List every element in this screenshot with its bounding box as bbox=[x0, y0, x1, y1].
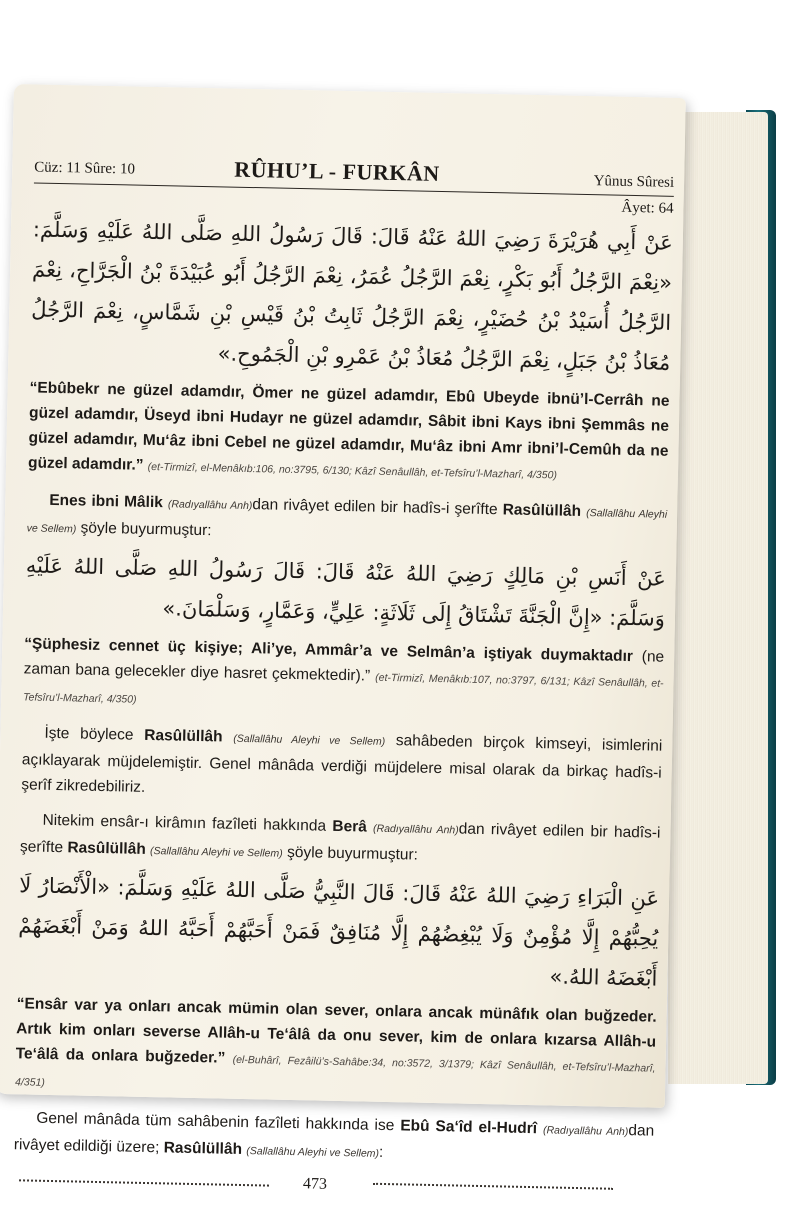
footer-dotted-rule-right bbox=[373, 1183, 613, 1190]
prophet-name: Rasûlüllâh bbox=[144, 726, 223, 746]
arabic-hadith-3: عَنِ الْبَرَاءِ رَضِيَ اللهُ عَنْهُ قَالَ: قَالَ النَّبِيُّ صَلَّى اللهُ عَلَيْهِ وَسَلَّمَ: «الْأَنْصَارُ لَا يُحِبُّهُمْ إِلَّا مُؤْمِنٌ وَلَا يُبْغِضُهُمْ إِلَّا مُنَافِقٌ فَمَنْ أَحَبَّهُمْ أَحَبَّهُ اللهُ وَمَنْ أَبْغَضَهُمْ أَبْغَضَهُ اللهُ.» bbox=[18, 873, 660, 991]
paragraph-text: şöyle buyurmuştur: bbox=[80, 519, 212, 540]
narrator-name: Ebû Sa‘îd el-Hudrî bbox=[400, 1117, 538, 1138]
honorific: (Sallallâhu Aleyhi ve Sellem) bbox=[149, 845, 283, 860]
honorific: (Radıyallâhu Anh) bbox=[542, 1124, 629, 1139]
prophet-name: Rasûlüllâh bbox=[67, 839, 146, 858]
paragraph-4 bbox=[13, 1105, 654, 1172]
paragraph-text: sahâbeden birçok kimseyi, isimlerini açıklayarak müjdelemiştir. Genel mânâda verdiği müjdelere misal olarak da birkaç hadîs-i şerîf zikredebiliriz. bbox=[21, 732, 663, 796]
header-ayet: Âyet: 64 bbox=[621, 199, 674, 217]
paragraph-3 bbox=[20, 807, 661, 874]
paragraph-text: dan rivâyet edildiği üzere; bbox=[13, 1122, 655, 1157]
honorific: (Sallallâhu Aleyhi ve Sellem) bbox=[246, 1145, 380, 1160]
paragraph-1 bbox=[26, 487, 667, 554]
translation-2-aside: (ne zaman bana gelecekler diye hasret çekmektedir).” bbox=[23, 648, 665, 685]
header-surah-name: Yûnus Sûresi bbox=[593, 173, 675, 191]
page-edges bbox=[668, 112, 768, 1084]
paragraph-text: Genel mânâda tüm sahâbenin fazîleti hakkında ise bbox=[36, 1109, 395, 1135]
header-book-title: RÛHU’L - FURKÂN bbox=[234, 156, 440, 186]
narrator-name: Berâ bbox=[332, 817, 368, 836]
paragraph-text: dan rivâyet edilen bir hadîs-i şerîfte bbox=[252, 496, 498, 519]
paragraph-text: : bbox=[378, 1143, 384, 1161]
honorific: (Radıyallâhu Anh) bbox=[167, 498, 253, 513]
honorific: (Radıyallâhu Anh) bbox=[372, 822, 459, 837]
honorific: (Sallallâhu Aleyhi ve Sellem) bbox=[233, 732, 386, 748]
page-footer bbox=[13, 1169, 653, 1212]
narrator-name: Enes ibni Mâlik bbox=[49, 491, 164, 512]
translation-2-reference: (et-Tirmizî, Menâkıb:107, no:3797, 6/131; Kâzî Senâullâh, et-Tefsîru’l-Mazharî, 4/350) bbox=[23, 671, 664, 706]
prophet-name: Rasûlüllâh bbox=[502, 501, 582, 520]
book bbox=[13, 84, 776, 1193]
translation-1-reference: (et-Tirmizî, el-Menâkıb:106, no:3795, 6/130; Kâzî Senâullâh, et-Tefsîru’l-Mazharî, 4/350) bbox=[147, 460, 558, 482]
arabic-hadith-1: عَنْ أَبِي هُرَيْرَةَ رَضِيَ اللهُ عَنْهُ قَالَ: قَالَ رَسُولُ اللهِ صَلَّى اللهُ عَلَيْهِ وَسَلَّمَ: «نِعْمَ الرَّجُلُ أَبُو بَكْرٍ، نِعْمَ الرَّجُلُ عُمَرُ، نِعْمَ الرَّجُلُ أَبُو عُبَيْدَةَ بْنُ الْجَرَّاحِ، نِعْمَ الرَّجُلُ أُسَيْدُ بْنُ حُضَيْرٍ، نِعْمَ الرَّجُلُ ثَابِتُ بْنُ قَيْسِ بْنِ شَمَّاسٍ، نِعْمَ الرَّجُلُ مُعَاذُ بْنُ جَبَلٍ، نِعْمَ الرَّجُلُ مُعَاذُ بْنُ عَمْرِو بْنِ الْجَمُوحِ.» bbox=[31, 217, 674, 375]
translation-1-text: “Ebûbekr ne güzel adamdır, Ömer ne güzel adamdır, Ebû Ubeyde ibnü’l-Cerrâh ne güzel adamdır, Üseyd ibni Hudayr ne güzel adamdır, Sâbit ibni Kays ibni Şemmâs ne güzel adamdır, Mu‘âz ibni Cebel ne güzel adamdır, Mu‘âz ibni Amr ibni’l-Cemûh da ne güzel adamdır.” bbox=[27, 379, 670, 474]
paragraph-text: şöyle buyurmuştur: bbox=[286, 843, 419, 864]
translation-3-text: “Ensâr var ya onları ancak mümin olan sever, onlara ancak münâfık olan buğzeder. Artık kim onları severse Allâh-u Te‘âlâ da onu sever, kim de onlara kızarsa Allâh-u Te‘âlâ da onlara buğzeder.” bbox=[15, 995, 657, 1067]
paragraph-text: İşte böylece bbox=[44, 724, 134, 744]
page-content bbox=[13, 140, 675, 1212]
paragraph-2 bbox=[21, 720, 662, 810]
translation-2 bbox=[23, 631, 665, 723]
translation-2-text: “Şüphesiz cennet üç kişiye; Ali’ye, Ammâr’a ve Selmân’a iştiyak duymaktadır bbox=[24, 635, 634, 666]
translation-3 bbox=[15, 991, 657, 1108]
header-juz-surah: Cüz: 11 Sûre: 10 bbox=[34, 159, 136, 178]
paragraph-text: dan rivâyet edilen bir hadîs-i şerîfte bbox=[19, 820, 661, 857]
paragraph-text: Nitekim ensâr-ı kirâmın fazîleti hakkında bbox=[42, 811, 327, 835]
page-number: 473 bbox=[302, 1175, 328, 1193]
honorific: (Sallallâhu Aleyhi ve Sellem) bbox=[26, 507, 668, 536]
prophet-name: Rasûlüllâh bbox=[163, 1139, 243, 1159]
arabic-hadith-2: عَنْ أَنَسِ بْنِ مَالِكٍ رَضِيَ اللهُ عَنْهُ قَالَ: قَالَ رَسُولُ اللهِ صَلَّى اللهُ عَلَيْهِ وَسَلَّمَ: «إِنَّ الْجَنَّةَ تَشْتَاقُ إِلَى ثَلَاثَةٍ: عَلِيٍّ، وَعَمَّارٍ، وَسَلْمَانَ.» bbox=[25, 553, 667, 631]
running-header bbox=[34, 140, 675, 196]
translation-3-reference: (el-Buhârî, Fezâilü’s-Sahâbe:34, no:3572, 3/1379; Kâzî Senâullâh, et-Tefsîru’l-Mazharî, 4/351) bbox=[14, 1053, 656, 1089]
open-page bbox=[0, 84, 686, 1193]
translation-1 bbox=[28, 375, 670, 490]
footer-dotted-rule-left bbox=[19, 1179, 269, 1186]
